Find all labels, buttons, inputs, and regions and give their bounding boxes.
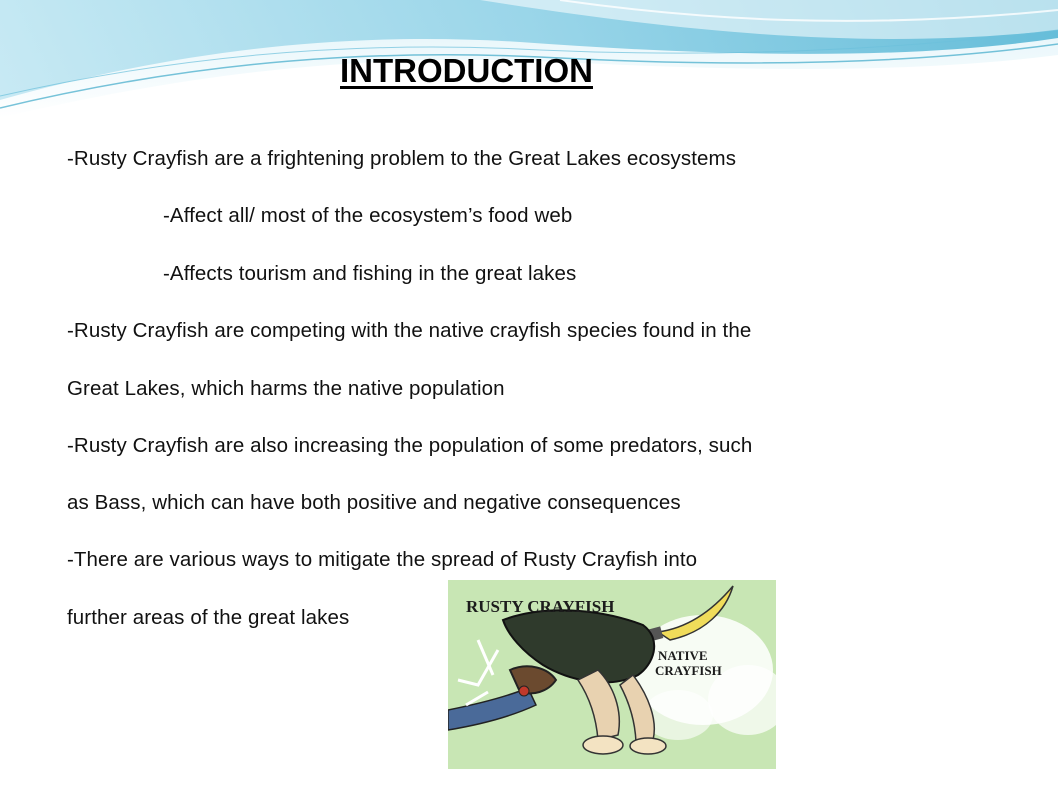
sub-bullet-line: -Affect all/ most of the ecosystem’s food web: [163, 204, 573, 227]
sub-bullet-line: -Affects tourism and fishing in the great lakes: [163, 262, 577, 285]
bullet-line: -Rusty Crayfish are competing with the native crayfish species found in the: [67, 319, 752, 342]
bullet-line: -There are various ways to mitigate the spread of Rusty Crayfish into: [67, 548, 698, 571]
bullet-line-continued: further areas of the great lakes: [67, 606, 350, 629]
rusty-crayfish-label: RUSTY CRAYFISH: [466, 597, 615, 616]
kicking-leg-figure: [448, 666, 556, 730]
bullet-line-continued: Great Lakes, which harms the native population: [67, 377, 505, 400]
crayfish-cartoon-image: [448, 580, 776, 769]
motion-lines-icon: [458, 640, 498, 705]
slide-title: INTRODUCTION: [340, 52, 593, 89]
native-crayfish-label: CRAYFISH: [655, 663, 722, 678]
native-crayfish-label: NATIVE: [658, 648, 708, 663]
bullet-line: -Rusty Crayfish are a frightening problem to the Great Lakes ecosystems: [67, 147, 737, 170]
bullet-line: -Rusty Crayfish are also increasing the population of some predators, such: [67, 434, 753, 457]
bullet-line-continued: as Bass, which can have both positive and negative consequences: [67, 491, 681, 514]
